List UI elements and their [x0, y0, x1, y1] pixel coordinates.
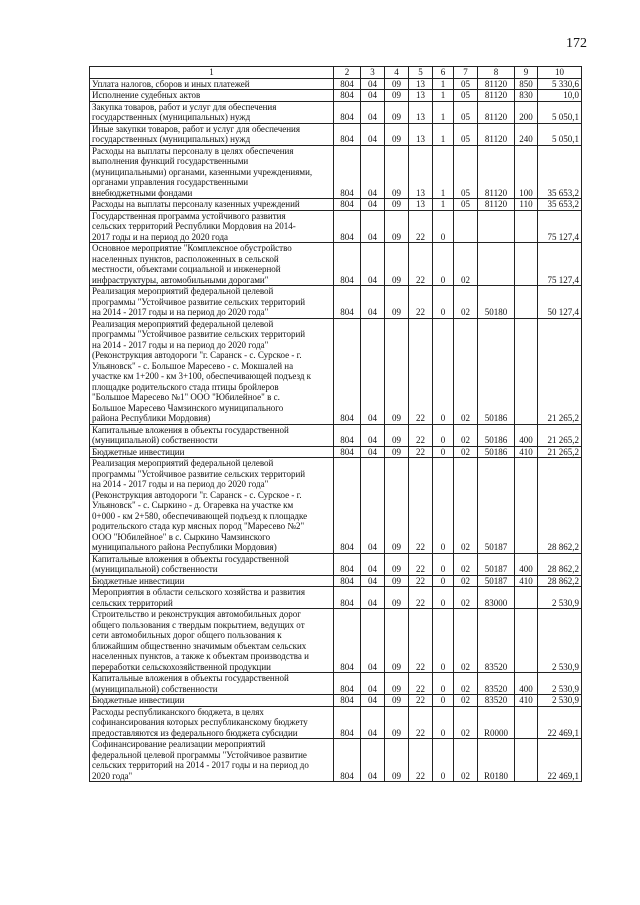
row-code: 04 [361, 673, 385, 695]
row-code: 804 [334, 123, 361, 145]
row-amount: 5 050,1 [538, 123, 582, 145]
column-header: 9 [515, 67, 538, 79]
row-code: 09 [385, 243, 409, 286]
row-code: 02 [454, 706, 478, 739]
row-code [515, 243, 538, 286]
row-name: Софинансирование реализации мероприятий федеральной целевой программы "Устойчивое развитие сельских территорий на 2014 - 2017 годы и на период до 2020 года" [90, 739, 334, 782]
row-name: Расходы на выплаты персоналу в целях обеспечения выполнения функций государственными (муниципальными) органами, казенными учреждениями, органами управления государственными внебюджетными фондами [90, 145, 334, 199]
row-code: 50187 [478, 553, 515, 575]
table-row [90, 587, 582, 609]
row-code [515, 739, 538, 782]
row-code: 400 [515, 673, 538, 695]
row-amount: 35 653,2 [538, 145, 582, 199]
row-amount: 28 862,2 [538, 458, 582, 554]
row-code: 804 [334, 101, 361, 123]
row-code: 0 [433, 673, 454, 695]
row-name: Иные закупки товаров, работ и услуг для обеспечения государственных (муниципальных) нужд [90, 123, 334, 145]
row-code [515, 318, 538, 424]
row-name: Реализация мероприятий федеральной целевой программы "Устойчивое развитие сельских территорий на 2014 - 2017 годы и на период до 2020 года" (Реконструкция автодороги "г. Саранск - с. Сурское - г. Ульяновск" - с. Большое Маресево - с. Мокшалей на участке км 1+200 - км 3+100, обеспечивающей подъезд к площадке родительского стада птицы бройлеров "Большое Маресево №1" ООО "Юбилейное" в с. Большое Маресево Чамзинского муниципального района Республики Мордовия) [90, 318, 334, 424]
row-name: Капитальные вложения в объекты государственной (муниципальной) собственности [90, 424, 334, 446]
row-code: 22 [409, 609, 433, 673]
row-code: 22 [409, 286, 433, 319]
column-header: 8 [478, 67, 515, 79]
row-code: 1 [433, 78, 454, 90]
row-code: 0 [433, 458, 454, 554]
row-code: 110 [515, 199, 538, 211]
table-row [90, 210, 582, 243]
table-row [90, 286, 582, 319]
row-code: 02 [454, 424, 478, 446]
row-code: 804 [334, 739, 361, 782]
page-number: 172 [566, 36, 587, 51]
row-code: 02 [454, 673, 478, 695]
row-code: 04 [361, 695, 385, 707]
row-name: Реализация мероприятий федеральной целевой программы "Устойчивое развитие сельских территорий на 2014 - 2017 годы и на период до 2020 года" (Реконструкция автодороги "г. Саранск - с. Сурское - г. Ульяновск" - с. Сыркино - д. Огаревка на участке км 0+000 - км 2+580, обеспечивающей подъезд к площадке родительского стада кур мясных пород "Маресево №2" ООО "Юбилейное" в с. Сыркино Чамзинского муниципального района Республики Мордовия) [90, 458, 334, 554]
table-row [90, 90, 582, 102]
row-code: 0 [433, 243, 454, 286]
table-row [90, 673, 582, 695]
row-code: 0 [433, 706, 454, 739]
row-code: 02 [454, 458, 478, 554]
row-amount: 2 530,9 [538, 673, 582, 695]
row-code: 850 [515, 78, 538, 90]
table-row [90, 706, 582, 739]
row-code: 81120 [478, 101, 515, 123]
row-code: 410 [515, 575, 538, 587]
row-code: 09 [385, 318, 409, 424]
row-amount: 35 653,2 [538, 199, 582, 211]
row-amount: 2 530,9 [538, 587, 582, 609]
row-code: 09 [385, 210, 409, 243]
row-name: Бюджетные инвестиции [90, 575, 334, 587]
row-code [454, 210, 478, 243]
row-code: 13 [409, 78, 433, 90]
row-code: 1 [433, 101, 454, 123]
row-code: 83520 [478, 609, 515, 673]
row-code: 0 [433, 424, 454, 446]
row-code: 804 [334, 210, 361, 243]
row-code: 09 [385, 706, 409, 739]
row-code [515, 458, 538, 554]
row-code: 83520 [478, 695, 515, 707]
row-code: 0 [433, 609, 454, 673]
row-code: 400 [515, 424, 538, 446]
row-code: 09 [385, 553, 409, 575]
row-code: 804 [334, 609, 361, 673]
row-code: 804 [334, 673, 361, 695]
row-name: Мероприятия в области сельского хозяйства и развития сельских территорий [90, 587, 334, 609]
row-code: 13 [409, 123, 433, 145]
row-code: 240 [515, 123, 538, 145]
row-name: Бюджетные инвестиции [90, 446, 334, 458]
row-code: 02 [454, 318, 478, 424]
row-code: 804 [334, 458, 361, 554]
table-row [90, 695, 582, 707]
table-row [90, 739, 582, 782]
row-name: Расходы на выплаты персоналу казенных учреждений [90, 199, 334, 211]
row-name: Исполнение судебных актов [90, 90, 334, 102]
row-code: 04 [361, 318, 385, 424]
row-code: 83520 [478, 673, 515, 695]
row-code: 13 [409, 199, 433, 211]
row-code: 09 [385, 458, 409, 554]
row-code: 09 [385, 101, 409, 123]
row-code: 1 [433, 199, 454, 211]
row-code: 50186 [478, 424, 515, 446]
row-code: 09 [385, 424, 409, 446]
row-code: 22 [409, 243, 433, 286]
row-code: 02 [454, 446, 478, 458]
budget-table [89, 66, 582, 782]
row-code: 0 [433, 210, 454, 243]
row-code: 09 [385, 673, 409, 695]
row-name: Основное мероприятие "Комплексное обустройство населенных пунктов, расположенных в сельской местности, объектами социальной и инженерной инфраструктуры, автомобильными дорогами" [90, 243, 334, 286]
row-code: 50186 [478, 318, 515, 424]
row-code: 0 [433, 575, 454, 587]
row-code: 09 [385, 575, 409, 587]
row-code: 0 [433, 318, 454, 424]
table-row [90, 123, 582, 145]
row-code: 04 [361, 706, 385, 739]
column-header: 3 [361, 67, 385, 79]
row-name: Капитальные вложения в объекты государственной (муниципальной) собственности [90, 673, 334, 695]
row-amount: 50 127,4 [538, 286, 582, 319]
row-code: 04 [361, 575, 385, 587]
row-amount: 10,0 [538, 90, 582, 102]
row-code: 1 [433, 90, 454, 102]
row-code: 22 [409, 575, 433, 587]
row-amount: 75 127,4 [538, 210, 582, 243]
row-code [515, 706, 538, 739]
row-code: 410 [515, 446, 538, 458]
column-header: 10 [538, 67, 582, 79]
row-amount: 5 330,6 [538, 78, 582, 90]
row-code: 804 [334, 199, 361, 211]
row-name: Капитальные вложения в объекты государственной (муниципальной) собственности [90, 553, 334, 575]
row-amount: 75 127,4 [538, 243, 582, 286]
row-code: 05 [454, 78, 478, 90]
row-code: 1 [433, 123, 454, 145]
row-code: 804 [334, 78, 361, 90]
table-row [90, 145, 582, 199]
row-code: 100 [515, 145, 538, 199]
row-code: 50186 [478, 446, 515, 458]
row-code: 02 [454, 739, 478, 782]
row-code: 04 [361, 78, 385, 90]
table-row [90, 553, 582, 575]
row-code: 09 [385, 90, 409, 102]
row-code: 02 [454, 243, 478, 286]
row-code: 50180 [478, 286, 515, 319]
row-code: 22 [409, 739, 433, 782]
column-header: 1 [90, 67, 334, 79]
row-code: 04 [361, 199, 385, 211]
row-code: 05 [454, 145, 478, 199]
row-code: 22 [409, 673, 433, 695]
table-row [90, 318, 582, 424]
row-code: 804 [334, 706, 361, 739]
table-row [90, 424, 582, 446]
row-code: 09 [385, 78, 409, 90]
row-amount: 21 265,2 [538, 446, 582, 458]
row-amount: 21 265,2 [538, 424, 582, 446]
row-code: 22 [409, 695, 433, 707]
row-code: 04 [361, 739, 385, 782]
row-code: 05 [454, 199, 478, 211]
row-amount: 2 530,9 [538, 695, 582, 707]
row-code: 83000 [478, 587, 515, 609]
row-code: 02 [454, 553, 478, 575]
row-code: 02 [454, 286, 478, 319]
row-code: 804 [334, 446, 361, 458]
column-header: 5 [409, 67, 433, 79]
row-code: 22 [409, 318, 433, 424]
row-code: 81120 [478, 145, 515, 199]
row-code: 804 [334, 243, 361, 286]
row-code: 13 [409, 90, 433, 102]
row-code: 09 [385, 199, 409, 211]
row-code: 04 [361, 286, 385, 319]
row-code: 804 [334, 286, 361, 319]
row-code: 04 [361, 446, 385, 458]
row-code: R0180 [478, 739, 515, 782]
row-code [515, 609, 538, 673]
row-code: 22 [409, 458, 433, 554]
table-row [90, 458, 582, 554]
row-code: 09 [385, 695, 409, 707]
row-code: 04 [361, 243, 385, 286]
row-code: 04 [361, 424, 385, 446]
row-code: 22 [409, 446, 433, 458]
row-code: 22 [409, 587, 433, 609]
row-code: 05 [454, 123, 478, 145]
row-code: 400 [515, 553, 538, 575]
row-code: 02 [454, 609, 478, 673]
row-code: 804 [334, 695, 361, 707]
row-code: 04 [361, 123, 385, 145]
row-code [515, 286, 538, 319]
row-name: Бюджетные инвестиции [90, 695, 334, 707]
row-code [478, 210, 515, 243]
row-amount: 22 469,1 [538, 706, 582, 739]
row-code: 22 [409, 706, 433, 739]
row-code: 81120 [478, 78, 515, 90]
row-code: 804 [334, 145, 361, 199]
row-code: 1 [433, 145, 454, 199]
row-code: 804 [334, 575, 361, 587]
row-code: 22 [409, 210, 433, 243]
row-code: 04 [361, 458, 385, 554]
row-name: Государственная программа устойчивого развития сельских территорий Республики Мордовия на 2014- 2017 годы и на период до 2020 года [90, 210, 334, 243]
row-code: 09 [385, 123, 409, 145]
row-code: 09 [385, 739, 409, 782]
row-code: 804 [334, 90, 361, 102]
header-row [90, 67, 582, 79]
row-code [515, 587, 538, 609]
row-code: 0 [433, 446, 454, 458]
row-code: 81120 [478, 123, 515, 145]
row-code: 13 [409, 101, 433, 123]
row-code: 09 [385, 446, 409, 458]
row-code: 0 [433, 553, 454, 575]
row-code: 09 [385, 286, 409, 319]
table-row [90, 199, 582, 211]
table-row [90, 78, 582, 90]
row-code: 04 [361, 609, 385, 673]
table-row [90, 609, 582, 673]
row-code: 81120 [478, 90, 515, 102]
row-code: 804 [334, 553, 361, 575]
row-code: 02 [454, 695, 478, 707]
row-code: 04 [361, 90, 385, 102]
column-header: 6 [433, 67, 454, 79]
row-name: Реализация мероприятий федеральной целевой программы "Устойчивое развитие сельских территорий на 2014 - 2017 годы и на период до 2020 года" [90, 286, 334, 319]
row-code: 04 [361, 145, 385, 199]
row-amount: 28 862,2 [538, 575, 582, 587]
row-amount: 5 050,1 [538, 101, 582, 123]
row-code: 50187 [478, 575, 515, 587]
table-row [90, 243, 582, 286]
row-code: 04 [361, 210, 385, 243]
row-code: 0 [433, 695, 454, 707]
row-code: 410 [515, 695, 538, 707]
column-header: 4 [385, 67, 409, 79]
row-code: 0 [433, 739, 454, 782]
row-code: 22 [409, 424, 433, 446]
row-code: 04 [361, 587, 385, 609]
row-code: 09 [385, 609, 409, 673]
table-row [90, 101, 582, 123]
row-code: 804 [334, 587, 361, 609]
row-amount: 2 530,9 [538, 609, 582, 673]
row-amount: 22 469,1 [538, 739, 582, 782]
row-code: 81120 [478, 199, 515, 211]
row-code: 05 [454, 90, 478, 102]
row-code: 09 [385, 587, 409, 609]
row-name: Закупка товаров, работ и услуг для обеспечения государственных (муниципальных) нужд [90, 101, 334, 123]
row-code: 09 [385, 145, 409, 199]
row-code: 13 [409, 145, 433, 199]
row-amount: 21 265,2 [538, 318, 582, 424]
table-body [90, 78, 582, 782]
row-code: 804 [334, 424, 361, 446]
column-header: 7 [454, 67, 478, 79]
row-code: 830 [515, 90, 538, 102]
row-code [515, 210, 538, 243]
row-code: R0000 [478, 706, 515, 739]
row-code: 04 [361, 553, 385, 575]
row-code: 0 [433, 587, 454, 609]
table-row [90, 446, 582, 458]
row-code: 200 [515, 101, 538, 123]
row-code: 50187 [478, 458, 515, 554]
row-amount: 28 862,2 [538, 553, 582, 575]
row-name: Строительство и реконструкция автомобильных дорог общего пользования с твердым покрытием, ведущих от сети автомобильных дорог общего пользования к ближайшим общественно значимым объектам сельских населенных пунктов, а также к объектам производства и переработки сельскохозяйственной продукции [90, 609, 334, 673]
column-header: 2 [334, 67, 361, 79]
row-name: Уплата налогов, сборов и иных платежей [90, 78, 334, 90]
row-code: 05 [454, 101, 478, 123]
row-code: 02 [454, 587, 478, 609]
row-code: 04 [361, 101, 385, 123]
row-code: 804 [334, 318, 361, 424]
table-row [90, 575, 582, 587]
row-code: 02 [454, 575, 478, 587]
row-code: 0 [433, 286, 454, 319]
row-code: 22 [409, 553, 433, 575]
row-name: Расходы республиканского бюджета, в целях софинансирования которых республиканскому бюджету предоставляются из федерального бюджета субсидии [90, 706, 334, 739]
row-code [478, 243, 515, 286]
